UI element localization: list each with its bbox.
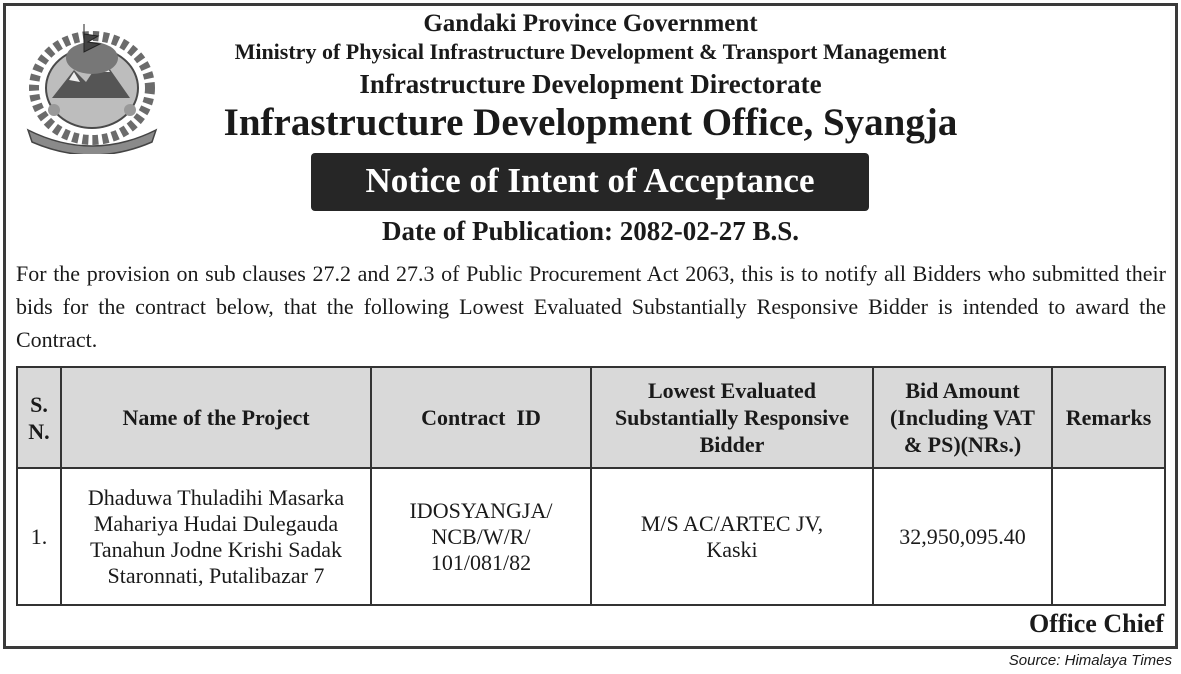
table-header-row	[17, 367, 1165, 468]
award-table	[16, 366, 1166, 606]
publication-date-value: 2082-02-27 B.S.	[619, 216, 799, 246]
header-bidder: Lowest Evaluated Substantially Responsive Bidder	[591, 367, 873, 468]
ministry-heading: Ministry of Physical Infrastructure Development & Transport Management	[234, 39, 947, 64]
cell-remarks	[1052, 468, 1165, 605]
notice-body: For the provision on sub clauses 27.2 and 27.3 of Public Procurement Act 2063, this is to notify all Bidders who submitted their bids for the contract below, that the following Lowest Evaluated Substantially Responsive Bidder is intended to award the Contract.	[16, 261, 1166, 352]
cell-sn: 1.	[17, 468, 61, 605]
cell-project-name: Dhaduwa Thuladihi Masarka Mahariya Hudai Dulegauda Tanahun Jodne Krishi Sadak Staronnati, Putalibazar 7	[61, 468, 371, 605]
cell-bidder: M/S AC/ARTEC JV, Kaski	[591, 468, 873, 605]
cell-contract-id: IDOSYANGJA/ NCB/W/R/ 101/081/82	[371, 468, 591, 605]
source-credit: Source: Himalaya Times	[1008, 652, 1172, 669]
header-remarks: Remarks	[1052, 367, 1165, 468]
province-heading: Gandaki Province Government	[423, 10, 758, 37]
cell-bid-amount: 32,950,095.40	[873, 468, 1052, 605]
publication-date	[0, 216, 1181, 247]
signature-office-chief: Office Chief	[1028, 609, 1164, 638]
publication-label: Date of Publication:	[382, 216, 613, 246]
header-contract-id: Contract ID	[371, 367, 591, 468]
notice-title-banner: Notice of Intent of Acceptance	[311, 153, 869, 211]
header-project-name: Name of the Project	[61, 367, 371, 468]
table-row	[17, 468, 1165, 605]
header-sn: S. N.	[17, 367, 61, 468]
office-title: Infrastructure Development Office, Syangja	[223, 101, 958, 144]
header-bid-amount: Bid Amount (Including VAT & PS)(NRs.)	[873, 367, 1052, 468]
directorate-heading: Infrastructure Development Directorate	[359, 69, 822, 99]
